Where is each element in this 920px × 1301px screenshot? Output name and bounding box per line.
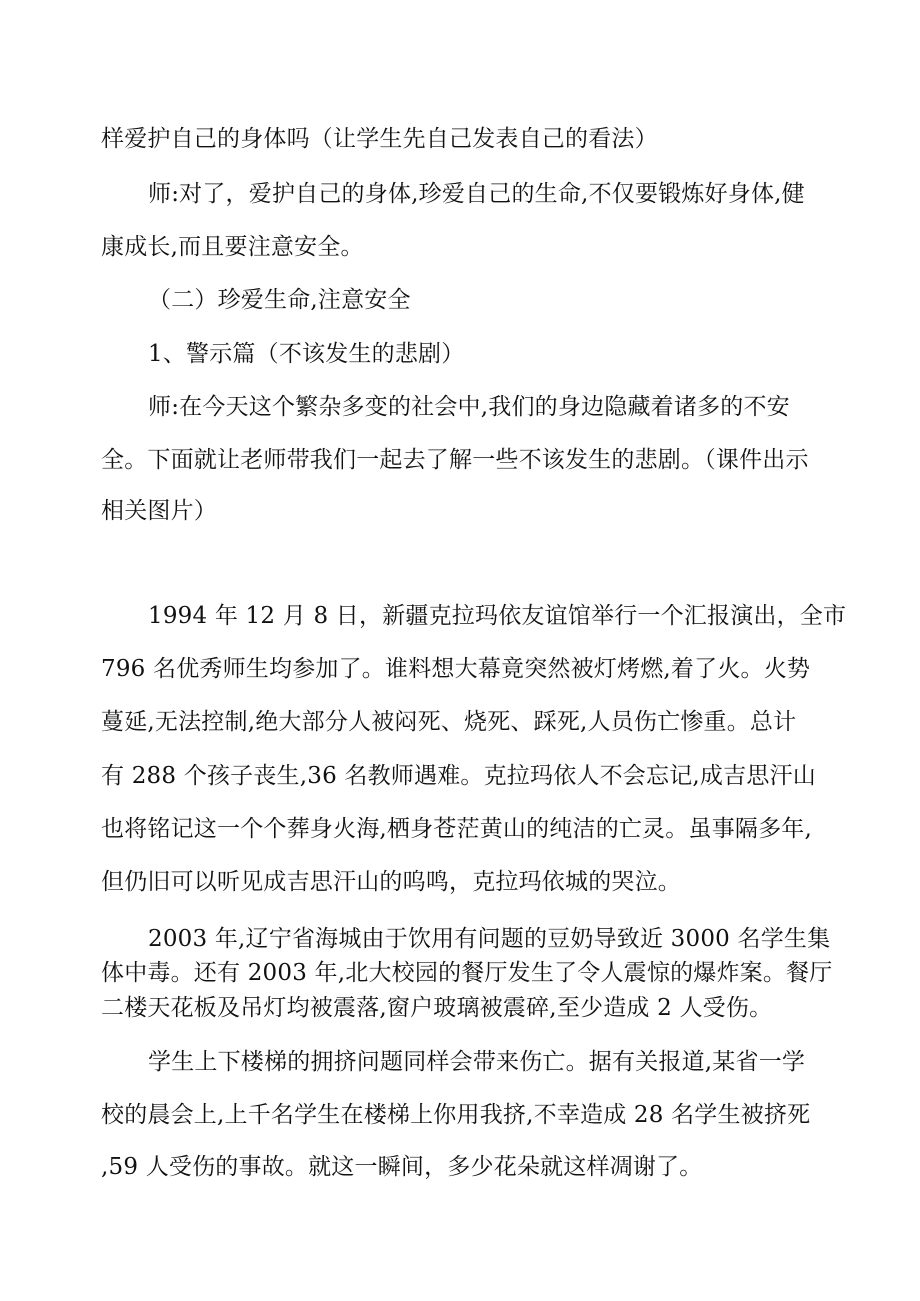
subsection-heading: 1、警示篇（不该发生的悲剧） [148, 341, 465, 367]
text-line: 相关图片） [101, 498, 217, 524]
text-line: 样爱护自己的身体吗（让学生先自己发表自己的看法） [101, 126, 658, 152]
text-line: 也将铭记这一个个葬身火海,栖身苍茫黄山的纯洁的亡灵。虽事隔多年, [101, 816, 813, 842]
text-line: 蔓延,无法控制,绝大部分人被闷死、烧死、踩死,人员伤亡惨重。总计 [101, 709, 797, 735]
text-line: 校的晨会上,上千名学生在楼梯上你用我挤,不幸造成 28 名学生被挤死 [101, 1102, 811, 1128]
text-line: 全。下面就让老师带我们一起去了解一些不该发生的悲剧。（课件出示 [101, 447, 809, 473]
text-line: 但仍旧可以听见成吉思汗山的呜鸣，克拉玛依城的哭泣。 [101, 869, 681, 895]
text-line: 二楼天花板及吊灯均被震落,窗户玻璃被震碎,至少造成 2 人受伤。 [101, 995, 773, 1021]
text-line: 师:在今天这个繁杂多变的社会中,我们的身边隐藏着诸多的不安 [148, 394, 790, 420]
text-line: 1994 年 12 月 8 日，新疆克拉玛依友谊馆举行一个汇报演出，全市 [148, 603, 847, 629]
text-line: 2003 年,辽宁省海城由于饮用有问题的豆奶导致近 3000 名学生集 [148, 926, 831, 952]
text-line: 师:对了，爱护自己的身体,珍爱自己的生命,不仅要锻炼好身体,健 [148, 181, 805, 207]
text-line: 学生上下楼梯的拥挤问题同样会带来伤亡。据有关报道,某省一学 [148, 1049, 806, 1075]
section-heading: （二）珍爱生命,注意安全 [148, 287, 411, 313]
text-line: 体中毒。还有 2003 年,北大校园的餐厅发生了令人震惊的爆炸案。餐厅 [101, 960, 833, 986]
text-line: 有 288 个孩子丧生,36 名教师遇难。克拉玛依人不会忘记,成吉思汗山 [101, 763, 816, 789]
text-line: ,59 人受伤的事故。就这一瞬间，多少花朵就这样凋谢了。 [101, 1154, 703, 1180]
text-line: 康成长,而且要注意安全。 [101, 234, 364, 260]
text-line: 796 名优秀师生均参加了。谁料想大幕竟突然被灯烤燃,着了火。火势 [101, 656, 811, 682]
